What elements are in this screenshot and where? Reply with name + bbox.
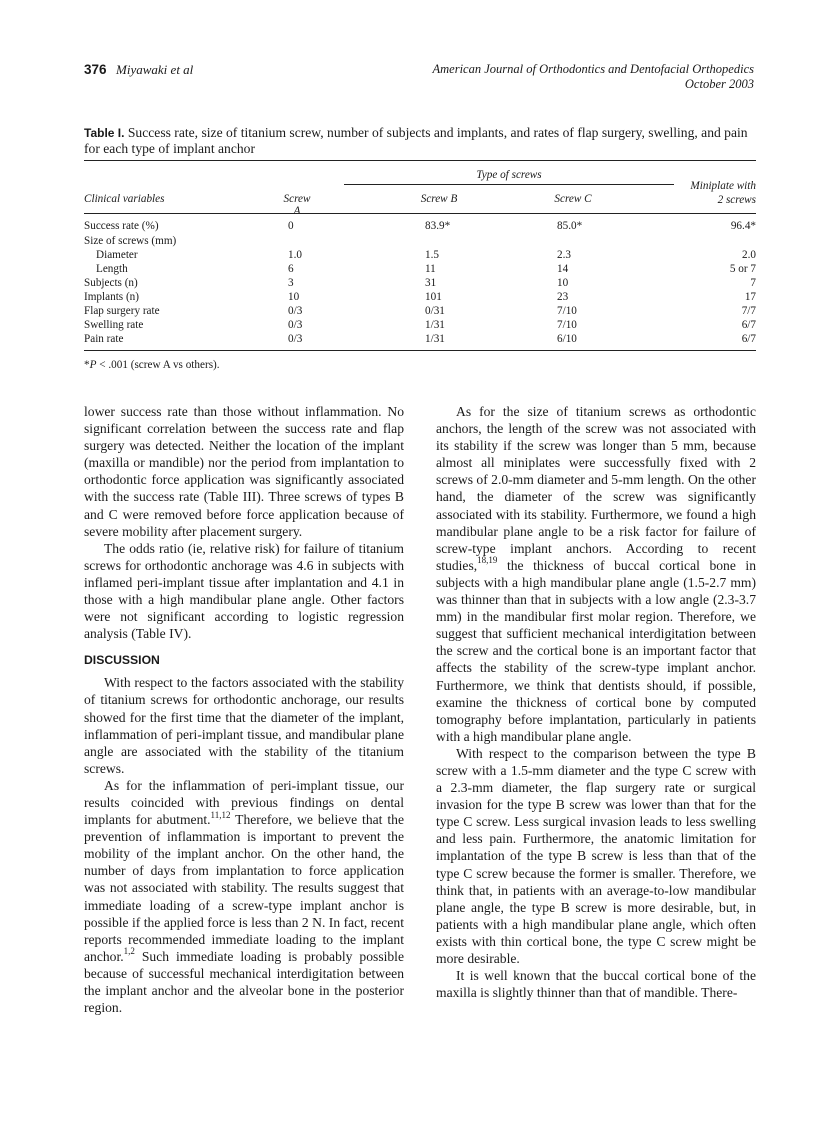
table-row — [84, 333, 756, 346]
page-number: 376 — [84, 62, 107, 77]
left-text-column — [84, 403, 404, 1016]
row-label: Flap surgery rate — [84, 305, 160, 317]
paragraph: With respect to the factors associated with the stability of titanium screws for orthodontic anchorage, our results showed for the first time that the diameter of the implant, inflammation of peri-implant tissue, and mandibular plane angle are associated with the stability of the titanium screws. — [84, 675, 404, 776]
paragraph: lower success rate than those without inflammation. No significant correlation between the success rate and flap surgery was detected. Neither the location of the implant (maxilla or mandible) nor the period from implantation to orthodontic force application was significantly associated with the success rate (Table III). Three screws of types B and C were removed before force application because of severe mobility after placement surgery. — [84, 404, 404, 539]
table-group-header: Type of screws — [476, 169, 542, 181]
row-label: Pain rate — [84, 333, 124, 345]
column-header-screw-c: Screw C — [554, 193, 592, 205]
table-row — [84, 277, 756, 290]
cell-screw-a: 1.0 — [288, 249, 302, 261]
footnote-symbol: * — [84, 359, 90, 371]
cell-screw-c: 7/10 — [557, 319, 577, 331]
paragraph: The odds ratio (ie, relative risk) for failure of titanium screws for orthodontic anchorage was 4.6 in subjects with inflamed peri-implant tissue after implantation and 4.1 in those with a high mandibular plane angle. Other factors were not significant according to logistic regression analysis (Table IV). — [84, 540, 404, 642]
cell-miniplate: 5 or 7 — [729, 263, 756, 275]
row-label: Size of screws (mm) — [84, 235, 177, 247]
cell-screw-b: 1/31 — [425, 333, 445, 345]
cell-screw-c: 10 — [557, 277, 569, 289]
table-group-rule — [344, 184, 674, 185]
paragraph-text: Therefore, we believe that the prevention of inflammation is important to prevent the mobility of the implant anchor. On the other hand, the number of days from implantation to force application was not associated with stability. The results suggest that immediate loading of a screw-type implant anchor is possible if the applied force is less than 2 N. In fact, recent reports recommended immediate loading to the implant anchor. — [84, 812, 404, 964]
cell-screw-b: 83.9* — [425, 220, 451, 232]
cell-screw-c: 6/10 — [557, 333, 577, 345]
cell-screw-c: 2.3 — [557, 249, 571, 261]
cell-miniplate: 17 — [744, 291, 756, 303]
citation-ref: 1,2 — [123, 946, 135, 957]
column-header-miniplate — [656, 179, 756, 207]
row-label: Success rate (%) — [84, 220, 159, 232]
section-heading: DISCUSSION — [84, 653, 160, 668]
table-caption — [84, 125, 756, 157]
cell-screw-a: 10 — [288, 291, 300, 303]
cell-miniplate: 6/7 — [741, 333, 756, 345]
cell-miniplate: 7 — [750, 277, 756, 289]
paragraph-text: the thickness of buccal cortical bone in subjects with a high mandibular plane angle (1.5-2.7 mm) was thinner than that in subjects with a low angle (2.3-3.7 mm) in the mandibular first molar region. Therefore, we suggest that sufficient mechanical interdigitation between the screw and the cortical bone is an important factor that affects the stability of the screw-type implant anchor. Furthermore, we think that dentists should, if possible, examine the thickness of cortical bone by computed tomography before implantation, particularly in patients with a high mandibular plane angle. — [436, 557, 756, 744]
table-row — [84, 291, 756, 304]
right-text-column — [436, 403, 756, 1001]
cell-screw-b: 11 — [425, 263, 436, 275]
cell-screw-c: 23 — [557, 291, 569, 303]
paragraph — [436, 403, 756, 745]
journal-name: American Journal of Orthodontics and Dentofacial Orthopedics — [432, 62, 754, 76]
cell-screw-b: 31 — [425, 277, 437, 289]
cell-miniplate: 2.0 — [742, 249, 756, 261]
cell-screw-a: 6 — [288, 263, 294, 275]
column-header-screw-b: Screw B — [420, 193, 458, 205]
cell-screw-a: 0 — [288, 220, 294, 232]
row-label: Swelling rate — [84, 319, 144, 331]
row-label: Implants (n) — [84, 291, 139, 303]
cell-screw-b: 1.5 — [425, 249, 439, 261]
citation-ref: 11,12 — [210, 809, 231, 820]
table-footnote — [84, 359, 220, 371]
cell-screw-c: 14 — [557, 263, 569, 275]
column-header-miniplate-line1: Miniplate with — [690, 180, 756, 192]
row-label: Subjects (n) — [84, 277, 138, 289]
table-bottom-rule — [84, 350, 756, 351]
cell-miniplate: 6/7 — [741, 319, 756, 331]
running-header-right — [433, 62, 755, 92]
paragraph-text: As for the size of titanium screws as orthodontic anchors, the length of the screw was not associated with its stability if the screw was longer than 5 mm, because almost all miniplates were successfully fixed with 2 screws of 2.0-mm diameter and 5-mm length. On the other hand, the diameter of the screw was significantly associated with its stability. Furthermore, we found a high mandibular plane angle to be a risk factor for failure of screw-type implant anchors. According to recent studies, — [436, 404, 756, 573]
citation-ref: 18,19 — [477, 555, 498, 566]
footnote-text: < .001 (screw A vs others). — [96, 359, 220, 371]
table-row — [84, 220, 756, 233]
paragraph — [84, 777, 404, 1016]
paragraph-text: As for the inflammation of peri-implant tissue, our results coincided with previous findings on dental implants for abutment. — [84, 777, 404, 828]
table-label: Table I. — [84, 126, 125, 140]
column-header-screw-a: Screw A — [283, 193, 311, 217]
column-header-variables: Clinical variables — [84, 193, 165, 205]
cell-screw-a: 0/3 — [288, 305, 303, 317]
cell-miniplate: 96.4* — [730, 220, 756, 232]
row-label: Length — [96, 263, 128, 275]
cell-screw-b: 101 — [425, 291, 442, 303]
running-header-left — [84, 62, 193, 79]
table-caption-text: Success rate, size of titanium screw, number of subjects and implants, and rates of flap surgery, swelling, and pain for each type of implant anchor — [84, 125, 748, 156]
cell-screw-c: 7/10 — [557, 305, 577, 317]
table-top-rule — [84, 160, 756, 161]
cell-screw-a: 0/3 — [288, 319, 303, 331]
table-row — [84, 263, 756, 276]
cell-miniplate: 7/7 — [741, 305, 756, 317]
paragraph: It is well known that the buccal cortical bone of the maxilla is slightly thinner than that of mandible. There- — [436, 968, 756, 1001]
footnote-p-value: P — [89, 359, 97, 371]
table-row — [84, 249, 756, 262]
table-row — [84, 235, 756, 248]
author-line: Miyawaki et al — [116, 62, 194, 77]
paragraph-text: Such immediate loading is probably possible because of successful mechanical interdigitation between the implant anchor and the alveolar bone in the posterior region. — [84, 948, 404, 1016]
table-header-rule — [84, 213, 756, 214]
column-header-miniplate-line2: 2 screws — [717, 194, 756, 206]
row-label: Diameter — [96, 249, 138, 261]
table-row — [84, 319, 756, 332]
paragraph: With respect to the comparison between the type B screw with a 1.5-mm diameter and the type C screw with a 2.3-mm diameter, the flap surgery rate or surgical invasion for the type B screw was lower than that for the type C screw. Less surgical invasion leads to less swelling and less pain. Furthermore, the anatomic limitation for implantation of the type B screw is less than that of the type C screw because the former is smaller. Therefore, we think that, in patients with an average-to-low mandibular plane angle, the type B screw is more desirable, but, in patients with a high mandibular plane angle, which often exists with thin cortical bone, the type C screw might be more desirable. — [436, 745, 756, 966]
table-row — [84, 305, 756, 318]
journal-issue: October 2003 — [684, 77, 754, 91]
cell-screw-a: 3 — [288, 277, 294, 289]
cell-screw-b: 0/31 — [425, 305, 445, 317]
cell-screw-b: 1/31 — [425, 319, 445, 331]
cell-screw-c: 85.0* — [557, 220, 583, 232]
cell-screw-a: 0/3 — [288, 333, 303, 345]
